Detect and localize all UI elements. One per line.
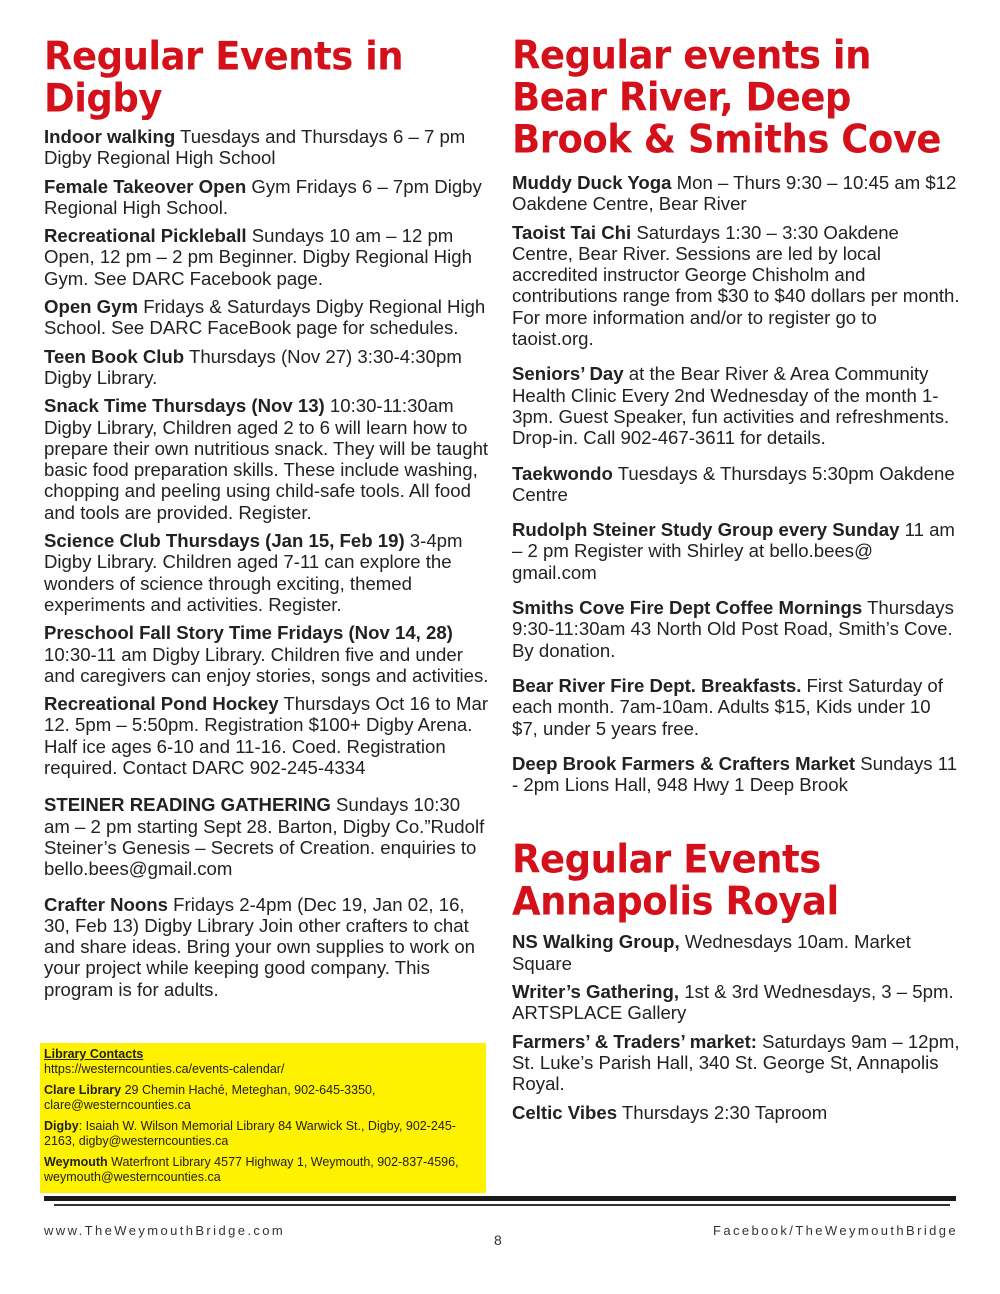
library-details: : Isaiah W. Wilson Memorial Library 84 Warwick St., Digby, 902-245-2163, digby@westerncounties.ca: [44, 1119, 456, 1148]
footer-facebook[interactable]: Facebook/TheWeymouthBridge: [713, 1223, 958, 1238]
event-details: Saturdays 1:30 – 3:30 Oakdene Centre, Bear River. Sessions are led by local accredited instructor George Chisholm and contributions range from $30 to $40 dollars per month. For more information and/or to register go to taoist.org.: [512, 221, 960, 350]
event-details: Mon – Thurs 9:30 – 10:45 am $12 Oakdene Centre, Bear River: [512, 172, 957, 215]
event-title: Teen Book Club: [44, 345, 185, 367]
event-details: Tuesdays & Thursdays 5:30pm Oakdene Centre: [512, 462, 955, 505]
event-details: Sundays 10 am – 12 pm Open, 12 pm – 2 pm Beginner. Digby Regional High Gym. See DARC Facebook page.: [44, 225, 472, 289]
annapolis-heading: Regular Events Annapolis Royal: [512, 837, 839, 925]
event-details: Thursdays (Nov 27) 3:30-4:30pm Digby Library.: [44, 345, 462, 388]
event-title: Farmers’ & Traders’ market:: [512, 1030, 757, 1052]
bear-river-heading: Regular events in Bear River, Deep Brook & Smiths Cove: [512, 32, 942, 163]
event-title: Bear River Fire Dept. Breakfasts.: [512, 674, 802, 696]
event-details: 1st & 3rd Wednesdays, 3 – 5pm. ARTSPLACE Gallery: [512, 981, 954, 1024]
event-entry: [44, 693, 490, 778]
event-details: Tuesdays and Thursdays 6 – 7 pm Digby Regional High School: [44, 126, 466, 169]
event-title: Crafter Noons: [44, 893, 168, 915]
event-details: Gym Fridays 6 – 7pm Digby Regional High School.: [44, 175, 482, 218]
library-contacts-heading: Library Contacts: [44, 1047, 144, 1061]
event-title: Recreational Pond Hockey: [44, 693, 279, 715]
library-url[interactable]: https://westerncounties.ca/events-calendar/: [44, 1062, 285, 1076]
footer-rule-thin: [54, 1204, 950, 1206]
library-name: Weymouth: [44, 1155, 108, 1169]
digby-events-column: [44, 33, 490, 1007]
event-entry: [44, 296, 490, 339]
event-entry: [512, 519, 960, 583]
event-entry: [44, 225, 490, 289]
event-title: Female Takeover Open: [44, 175, 247, 197]
event-title: Seniors’ Day: [512, 363, 624, 385]
event-details: Sundays 10:30 am – 2 pm starting Sept 28. Barton, Digby Co.”Rudolf Steiner’s Genesis – Secrets of Creation. enquiries to bello.bees@gmail.com: [44, 794, 485, 880]
event-details: Thursdays 2:30 Taproom: [617, 1101, 828, 1123]
library-name: Clare Library: [44, 1083, 122, 1097]
event-details: First Saturday of each month. 7am-10am. Adults $15, Kids under 10 $7, under 5 years free.: [512, 674, 943, 739]
event-title: Open Gym: [44, 296, 139, 318]
event-entry: [44, 794, 490, 879]
event-entry: [512, 981, 960, 1024]
event-entry: [44, 395, 490, 523]
event-entry: [512, 931, 960, 974]
footer-rule-thick: [44, 1196, 956, 1201]
page-number: 8: [494, 1232, 502, 1248]
event-details: at the Bear River & Area Community Health Clinic Every 2nd Wednesday of the month 1-3pm. Guest Speaker, fun activities and refreshments. Drop-in. Call 902-467-3611 for details.: [512, 363, 950, 449]
event-details: 11 am – 2 pm Register with Shirley at bello.bees@ gmail.com: [512, 519, 955, 583]
event-details: Wednesdays 10am. Market Square: [512, 931, 911, 974]
event-entry: [512, 753, 960, 796]
event-entry: [512, 1102, 960, 1123]
event-title: Snack Time Thursdays (Nov 13): [44, 395, 325, 417]
event-details: Fridays 2-4pm (Dec 19, Jan 02, 16, 30, Feb 13) Digby Library Join other crafters to chat and share ideas. Bring your own supplies to work on your project while keeping good company. This program is for adults.: [44, 893, 475, 1000]
event-entry: [44, 894, 490, 1000]
event-title: Recreational Pickleball: [44, 225, 247, 247]
event-title: Writer’s Gathering,: [512, 981, 680, 1003]
event-details: 3-4pm Digby Library. Children aged 7-11 can explore the wonders of science through exciting, themed experiments and activities. Register.: [44, 530, 463, 615]
event-details: Thursdays 9:30-11:30am 43 North Old Post Road, Smith’s Cove. By donation.: [512, 597, 954, 661]
event-details: Sundays 11 - 2pm Lions Hall, 948 Hwy 1 Deep Brook: [512, 752, 958, 796]
library-contact: [44, 1119, 482, 1149]
event-entry: [44, 622, 490, 686]
event-title: Science Club Thursdays (Jan 15, Feb 19): [44, 530, 405, 552]
event-entry: [512, 222, 960, 350]
event-entry: [512, 597, 960, 661]
event-entry: [512, 363, 960, 448]
event-title: Deep Brook Farmers & Crafters Market: [512, 752, 856, 774]
event-details: 10:30-11:30am Digby Library, Children aged 2 to 6 will learn how to prepare their own nutritious snack. They will be taught basic food preparation skills. These include washing, chopping and peeling using child-safe tools. All food and tools are provided. Register.: [44, 395, 489, 523]
event-title: Taekwondo: [512, 462, 613, 484]
library-contacts-box: [40, 1043, 486, 1193]
event-entry: [512, 675, 960, 739]
event-title: Taoist Tai Chi: [512, 221, 632, 243]
event-title: Smiths Cove Fire Dept Coffee Mornings: [512, 597, 863, 619]
event-entry: [44, 126, 490, 169]
event-entry: [512, 172, 960, 215]
library-details: 29 Chemin Haché, Meteghan, 902-645-3350, clare@westerncounties.ca: [44, 1083, 376, 1112]
library-contact: [44, 1155, 482, 1185]
digby-heading: Regular Events in Digby: [44, 33, 404, 122]
library-name: Digby: [44, 1119, 79, 1133]
event-title: STEINER READING GATHERING: [44, 794, 331, 816]
event-details: 10:30-11 am Digby Library. Children five and under and caregivers can enjoy stories, songs and activities.: [44, 643, 489, 686]
event-title: Rudolph Steiner Study Group every Sunday: [512, 519, 900, 541]
event-details: Thursdays Oct 16 to Mar 12. 5pm – 5:50pm. Registration $100+ Digby Arena. Half ice ages 6-10 and 11-16. Coed. Registration required. Contact DARC 902-245-4334: [44, 693, 489, 779]
library-details: Waterfront Library 4577 Highway 1, Weymouth, 902-837-4596, weymouth@westerncounties.ca: [44, 1155, 459, 1184]
event-entry: [44, 530, 490, 615]
event-title: NS Walking Group,: [512, 931, 680, 953]
event-details: Saturdays 9am – 12pm, St. Luke’s Parish Hall, 340 St. George St, Annapolis Royal.: [512, 1030, 960, 1095]
bear-river-events-column: [512, 32, 960, 1130]
event-title: Muddy Duck Yoga: [512, 172, 672, 193]
library-contact: [44, 1083, 482, 1113]
event-title: Preschool Fall Story Time Fridays (Nov 14, 28): [44, 622, 453, 644]
footer-website[interactable]: www.TheWeymouthBridge.com: [44, 1223, 286, 1238]
event-entry: [512, 463, 960, 506]
event-entry: [44, 176, 490, 219]
event-entry: [512, 1031, 960, 1095]
event-entry: [44, 346, 490, 389]
event-title: Indoor walking: [44, 126, 176, 147]
event-details: Fridays & Saturdays Digby Regional High School. See DARC FaceBook page for schedules.: [44, 296, 486, 339]
event-title: Celtic Vibes: [512, 1101, 618, 1123]
